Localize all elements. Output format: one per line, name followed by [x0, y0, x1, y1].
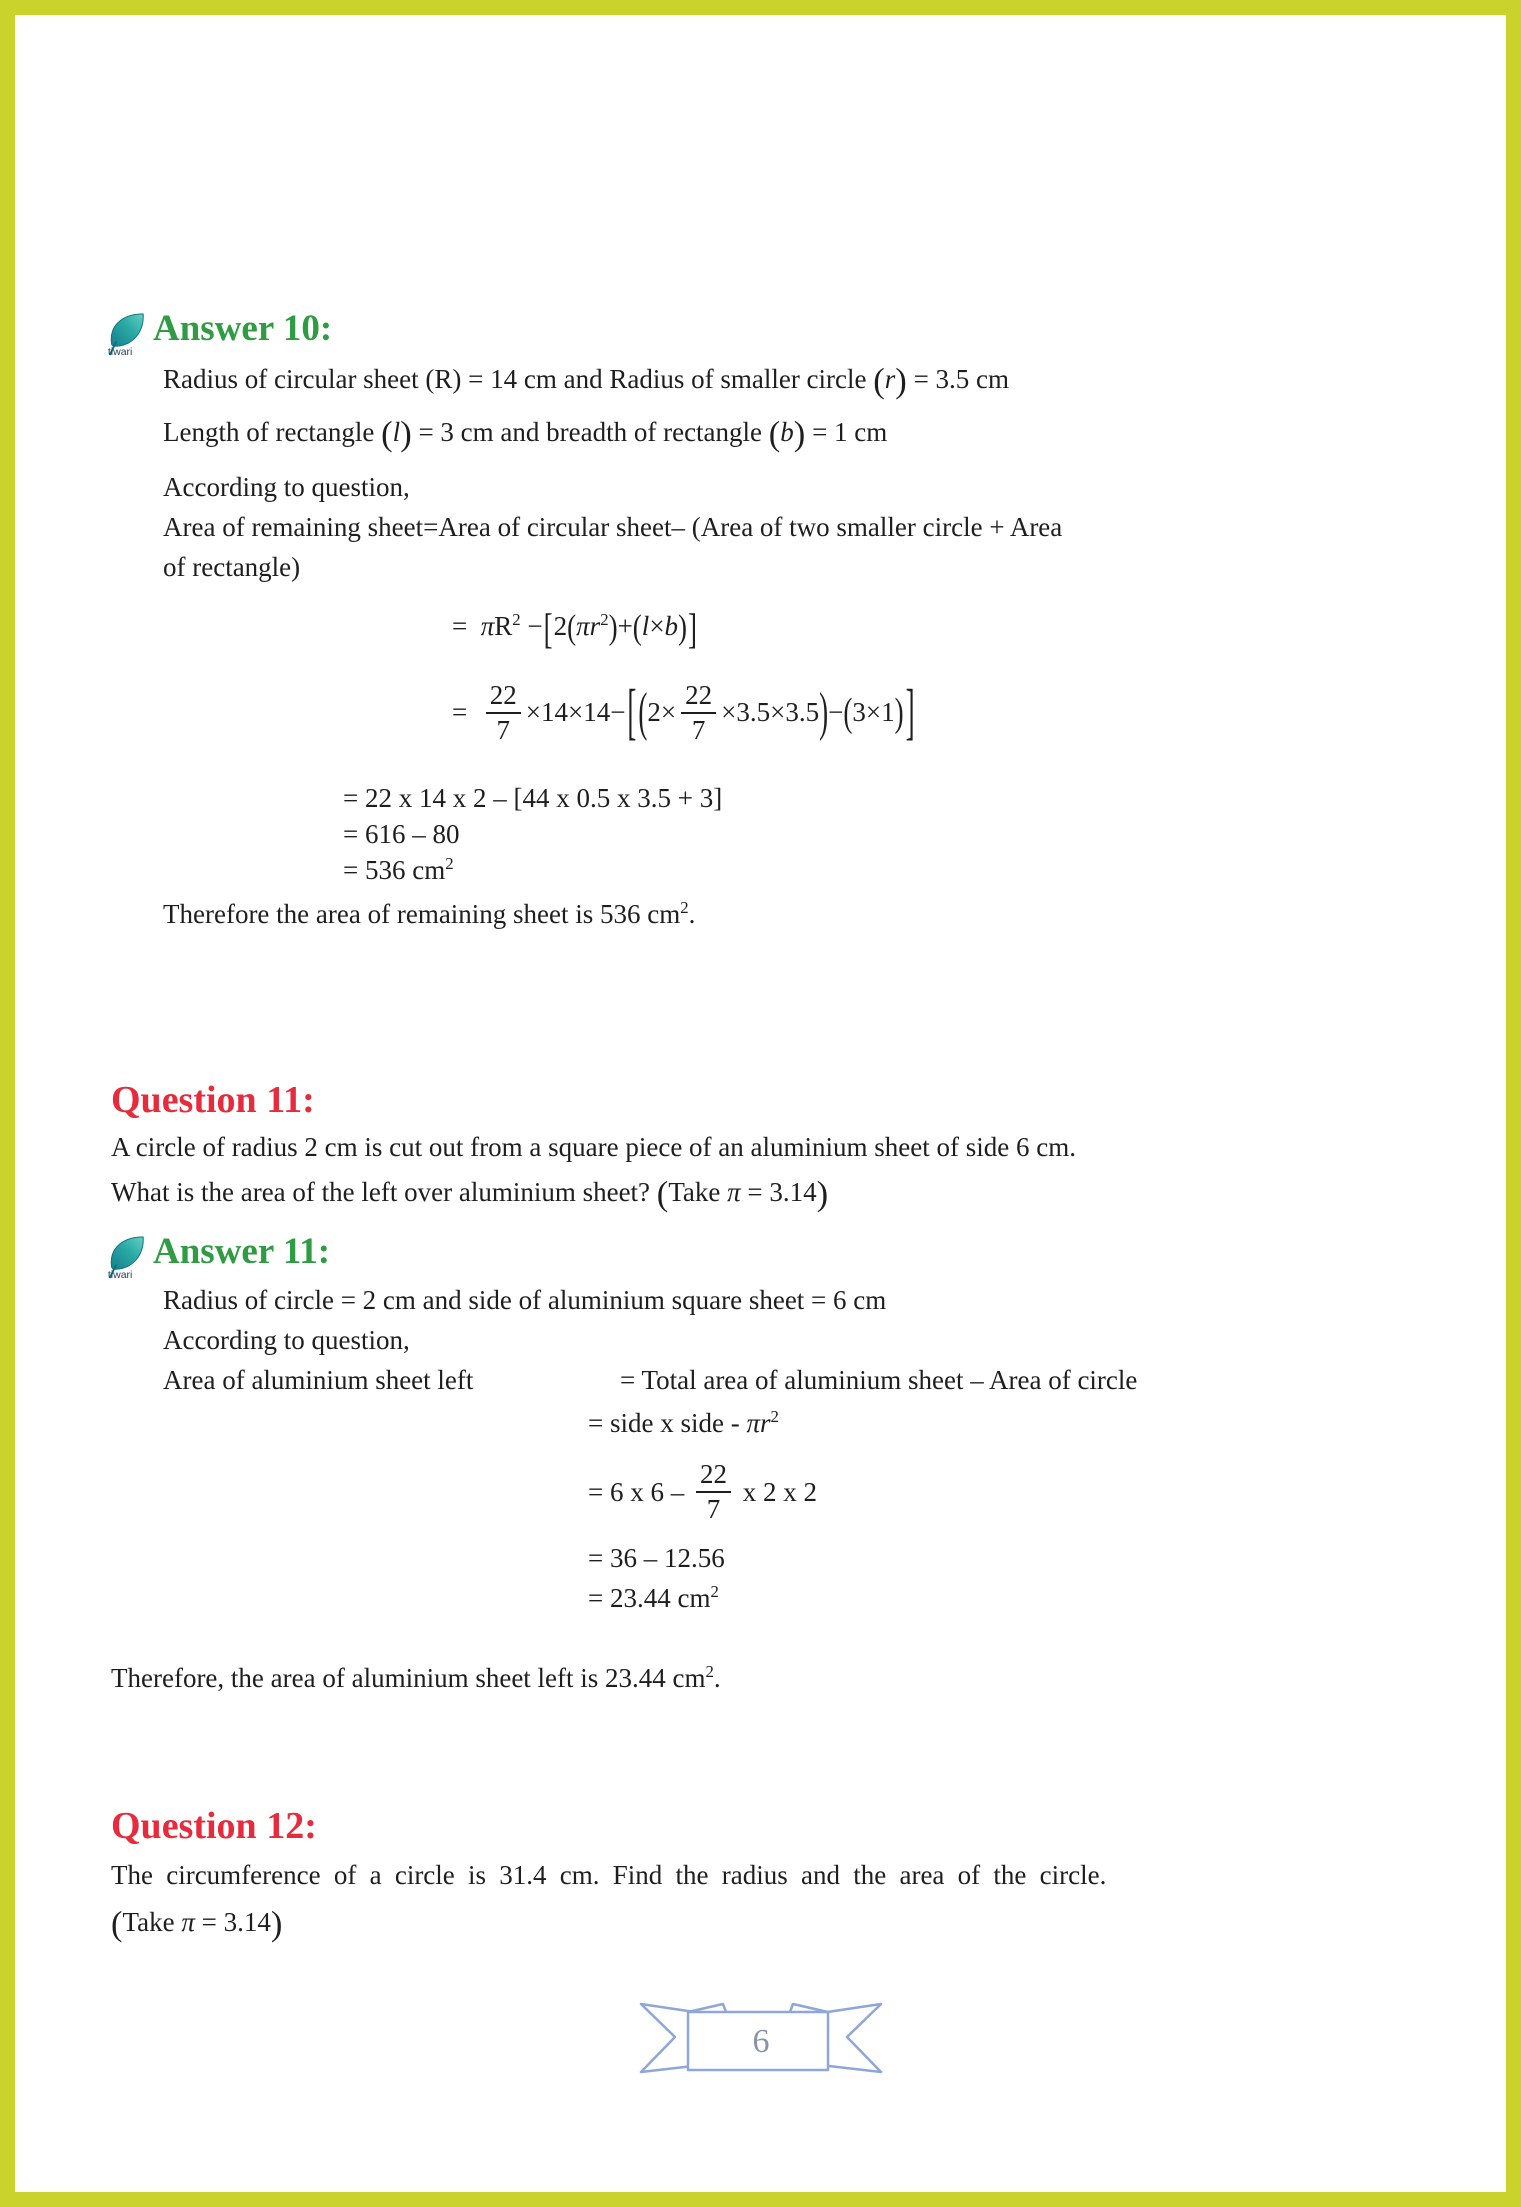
question12-heading: Question 12:: [111, 1804, 317, 1847]
answer10-heading: Answer 10:: [153, 308, 333, 349]
question11-line1: A circle of radius 2 cm is cut out from a square piece of an aluminium sheet of side 6 cm.: [111, 1131, 1076, 1162]
answer10-line4b: of rectangle): [163, 551, 301, 582]
answer11-conclusion: Therefore, the area of aluminium sheet left is 23.44 $cm^2$.: [111, 1661, 721, 1693]
answer10-formula-fractions: = $\frac{22}{7}$ ×14×14− [ ( 2× $\frac{22}{7}$ ×3.5×3.5 ) − ( 3×1 ) ]: [452, 677, 915, 747]
answer10-line2: Length of rectangle (l) = 3 cm and breadth of rectangle (b) = 1 cm: [163, 414, 888, 453]
answer11-step4: = 23.44 $cm^2$: [588, 1581, 719, 1613]
answer11-heading-row: [105, 1228, 1444, 1280]
answer11-equation-rhs: = Total area of aluminium sheet – Area of circle: [620, 1364, 1138, 1395]
answer10-line1: Radius of circular sheet (R) = 14 cm and Radius of smaller circle (r) = 3.5 cm: [163, 361, 1010, 400]
question11-line2: What is the area of the left over aluminium sheet? (Take π = 3.14): [111, 1174, 829, 1213]
answer11-equation-line: [163, 1360, 1444, 1400]
tiwari-leaf-logo-icon: [105, 311, 147, 357]
answer10-line3: According to question,: [163, 471, 410, 502]
page-content: [107, 15, 1444, 1949]
question12-line2: (Take π = 3.14): [111, 1904, 283, 1943]
logo-text: tiwari: [107, 346, 133, 357]
answer11-equation-label: Area of aluminium sheet left: [163, 1364, 474, 1395]
page-number: 6: [752, 2023, 769, 2060]
answer10-heading-row: [105, 305, 1444, 357]
answer10-line4a: Area of remaining sheet=Area of circular sheet– (Area of two smaller circle + Area: [163, 511, 1063, 542]
page-number-banner: [613, 1992, 909, 2078]
answer10-step1: = 22 x 14 x 2 – [44 x 0.5 x 3.5 + 3]: [343, 782, 723, 813]
answer11-step3: = 36 – 12.56: [588, 1542, 725, 1573]
answer11-step2: = 6 x 6 – $\frac{22}{7}$ x 2 x 2: [588, 1458, 817, 1524]
answer10-conclusion: Therefore the area of remaining sheet is 536 $cm^2$.: [163, 897, 696, 929]
answer11-heading: Answer 11:: [153, 1230, 331, 1272]
answer10-formula-symbolic: = $\pi R^2 -[2(\pi r^2)+(l\times b)]$: [452, 605, 698, 653]
answer11-step1: = side x side - $\pi r^2$: [588, 1406, 779, 1438]
tiwari-leaf-logo-icon: [105, 1234, 147, 1280]
answer10-step2: = 616 – 80: [343, 818, 460, 849]
question11-heading: Question 11:: [111, 1078, 315, 1121]
answer11-line1: Radius of circle = 2 cm and side of aluminium square sheet = 6 cm: [163, 1284, 887, 1315]
answer10-step3: = 536 $cm^2$: [343, 853, 454, 885]
question12-line1: The circumference of a circle is 31.4 cm. Find the radius and the area of the circle.: [111, 1859, 1107, 1890]
answer11-line2: According to question,: [163, 1324, 410, 1355]
logo-text: tiwari: [107, 1268, 133, 1280]
